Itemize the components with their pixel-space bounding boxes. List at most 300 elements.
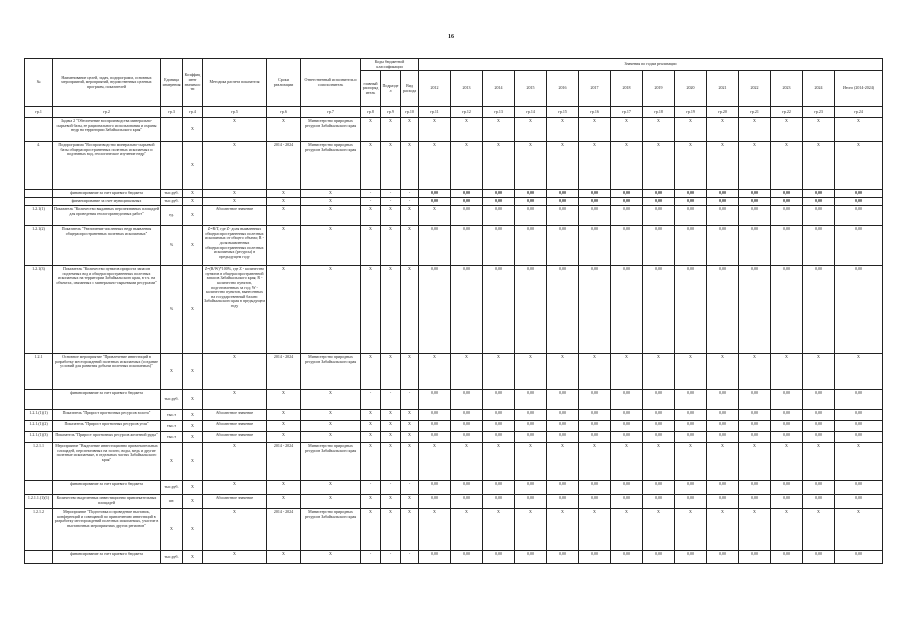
row-code-exp: X bbox=[401, 118, 419, 142]
row-num: 1.2.1(3) bbox=[25, 266, 53, 354]
column-number: гр.5 bbox=[203, 107, 267, 118]
row-year-value: X bbox=[451, 509, 483, 551]
table-header bbox=[25, 59, 883, 118]
row-year-value: X bbox=[771, 142, 803, 190]
row-executor: Министерство природных ресурсов Забайкальского края bbox=[301, 142, 361, 190]
row-year-value: 0,00 bbox=[707, 551, 739, 564]
table-row bbox=[25, 443, 883, 481]
row-year-value: 0,00 bbox=[643, 390, 675, 410]
row-executor: X bbox=[301, 206, 361, 226]
row-executor: X bbox=[301, 421, 361, 432]
row-year-value: 0,00 bbox=[675, 421, 707, 432]
column-number: гр.22 bbox=[771, 107, 803, 118]
row-code-exp: X bbox=[401, 432, 419, 443]
column-number: гр.18 bbox=[643, 107, 675, 118]
row-code-section: X bbox=[381, 410, 401, 421]
row-year-value: X bbox=[579, 142, 611, 190]
row-year-value: X bbox=[515, 509, 547, 551]
row-year-value: 0,00 bbox=[419, 266, 451, 354]
row-year-value: X bbox=[739, 142, 771, 190]
row-method: X bbox=[203, 198, 267, 206]
row-total: 0,00 bbox=[835, 495, 883, 509]
header-coef: Коэффициент значимости bbox=[183, 59, 203, 107]
row-year-value: 0,00 bbox=[803, 206, 835, 226]
row-unit: тыс.руб. bbox=[161, 390, 183, 410]
row-year-value: 0,00 bbox=[707, 481, 739, 495]
row-code-admin: X bbox=[361, 509, 381, 551]
row-coef: X bbox=[183, 198, 203, 206]
row-year-value: 0,00 bbox=[739, 432, 771, 443]
column-number: гр.3 bbox=[161, 107, 183, 118]
column-numbers-row bbox=[25, 107, 883, 118]
row-year-value: 0,00 bbox=[707, 432, 739, 443]
row-year-value: X bbox=[483, 354, 515, 390]
header-num: № bbox=[25, 59, 53, 107]
row-coef: X bbox=[183, 495, 203, 509]
row-year-value: 0,00 bbox=[515, 495, 547, 509]
row-unit: тыс.т bbox=[161, 432, 183, 443]
row-year-value: 0,00 bbox=[739, 266, 771, 354]
header-year: 2023 bbox=[771, 71, 803, 107]
row-total: X bbox=[835, 118, 883, 142]
table-row bbox=[25, 421, 883, 432]
row-year-value: 0,00 bbox=[611, 481, 643, 495]
row-year-value: 0,00 bbox=[643, 226, 675, 266]
row-method: X bbox=[203, 509, 267, 551]
row-coef: X bbox=[183, 354, 203, 390]
column-number: гр.23 bbox=[803, 107, 835, 118]
row-year-value: 0,00 bbox=[547, 198, 579, 206]
row-coef: X bbox=[183, 206, 203, 226]
row-unit: шт. bbox=[161, 495, 183, 509]
row-code-section: - bbox=[381, 481, 401, 495]
row-year-value: 0,00 bbox=[547, 190, 579, 198]
row-period: X bbox=[267, 481, 301, 495]
row-num bbox=[25, 390, 53, 410]
row-year-value: X bbox=[419, 354, 451, 390]
row-year-value: X bbox=[451, 443, 483, 481]
column-number: гр.12 bbox=[451, 107, 483, 118]
row-year-value: X bbox=[547, 443, 579, 481]
row-period: X bbox=[267, 421, 301, 432]
row-num: 1.2.1(1) bbox=[25, 206, 53, 226]
row-year-value: 0,00 bbox=[611, 226, 643, 266]
row-year-value: X bbox=[611, 509, 643, 551]
row-coef: X bbox=[183, 432, 203, 443]
header-code-admin: главный распорядитель bbox=[361, 71, 381, 107]
column-number: гр.21 bbox=[739, 107, 771, 118]
column-number: гр.2 bbox=[53, 107, 161, 118]
row-year-value: 0,00 bbox=[419, 226, 451, 266]
row-year-value: 0,00 bbox=[739, 390, 771, 410]
row-year-value: X bbox=[515, 354, 547, 390]
table-row bbox=[25, 390, 883, 410]
row-method: X bbox=[203, 551, 267, 564]
row-code-section: X bbox=[381, 432, 401, 443]
row-executor: Министерство природных ресурсов Забайкальского края bbox=[301, 354, 361, 390]
row-year-value: 0,00 bbox=[547, 432, 579, 443]
row-year-value: 0,00 bbox=[611, 410, 643, 421]
row-year-value: 0,00 bbox=[611, 390, 643, 410]
row-year-value: 0,00 bbox=[803, 266, 835, 354]
row-method: X bbox=[203, 390, 267, 410]
row-year-value: 0,00 bbox=[643, 410, 675, 421]
row-year-value: 0,00 bbox=[643, 432, 675, 443]
row-code-exp: X bbox=[401, 142, 419, 190]
row-year-value: 0,00 bbox=[515, 226, 547, 266]
row-period: X bbox=[267, 118, 301, 142]
row-year-value: 0,00 bbox=[451, 266, 483, 354]
row-code-exp: X bbox=[401, 495, 419, 509]
row-year-value: 0,00 bbox=[515, 551, 547, 564]
table-row bbox=[25, 142, 883, 190]
header-year: 2012 bbox=[419, 71, 451, 107]
row-num: 4. bbox=[25, 142, 53, 190]
row-year-value: X bbox=[579, 443, 611, 481]
row-year-value: 0,00 bbox=[707, 206, 739, 226]
row-year-value: 0,00 bbox=[707, 421, 739, 432]
row-method: Абсолютное значение bbox=[203, 410, 267, 421]
row-code-section: - bbox=[381, 190, 401, 198]
table-row bbox=[25, 551, 883, 564]
row-coef: X bbox=[183, 509, 203, 551]
row-year-value: 0,00 bbox=[739, 421, 771, 432]
table-row bbox=[25, 198, 883, 206]
header-code-section: Подраздел bbox=[381, 71, 401, 107]
row-year-value: 0,00 bbox=[739, 190, 771, 198]
row-method: X bbox=[203, 443, 267, 481]
row-num: 1.2.1.(1)(2) bbox=[25, 421, 53, 432]
row-year-value: 0,00 bbox=[803, 481, 835, 495]
row-year-value: X bbox=[611, 354, 643, 390]
row-year-value: X bbox=[451, 142, 483, 190]
row-year-value: 0,00 bbox=[771, 390, 803, 410]
row-code-admin: - bbox=[361, 551, 381, 564]
row-year-value: X bbox=[675, 354, 707, 390]
header-year: 2018 bbox=[611, 71, 643, 107]
row-code-exp: - bbox=[401, 198, 419, 206]
row-year-value: 0,00 bbox=[451, 432, 483, 443]
row-year-value: 0,00 bbox=[547, 266, 579, 354]
table-row bbox=[25, 481, 883, 495]
header-year: 2024 bbox=[803, 71, 835, 107]
row-year-value: 0,00 bbox=[739, 410, 771, 421]
row-year-value: 0,00 bbox=[419, 481, 451, 495]
row-year-value: 0,00 bbox=[515, 421, 547, 432]
row-period: 2014 - 2024 bbox=[267, 443, 301, 481]
row-executor: X bbox=[301, 390, 361, 410]
row-code-section: X bbox=[381, 118, 401, 142]
header-year: 2022 bbox=[739, 71, 771, 107]
row-year-value: 0,00 bbox=[675, 190, 707, 198]
row-period: 2014 - 2024 bbox=[267, 509, 301, 551]
table-row bbox=[25, 495, 883, 509]
column-number: гр.13 bbox=[483, 107, 515, 118]
table-row bbox=[25, 190, 883, 198]
row-year-value: 0,00 bbox=[803, 190, 835, 198]
row-executor: X bbox=[301, 198, 361, 206]
row-name: Показатель "Увеличение численных недр выявления общераспространенных полезных ископаемых" bbox=[53, 226, 161, 266]
row-year-value: 0,00 bbox=[611, 198, 643, 206]
row-year-value: 0,00 bbox=[419, 432, 451, 443]
header-method: Методика расчета показателя bbox=[203, 59, 267, 107]
row-year-value: 0,00 bbox=[771, 226, 803, 266]
header-year: 2016 bbox=[547, 71, 579, 107]
row-period: X bbox=[267, 432, 301, 443]
row-total: 0,00 bbox=[835, 432, 883, 443]
row-year-value: 0,00 bbox=[515, 432, 547, 443]
page-number: 16 bbox=[448, 34, 454, 40]
row-coef: X bbox=[183, 390, 203, 410]
row-year-value: X bbox=[579, 118, 611, 142]
row-year-value: 0,00 bbox=[803, 410, 835, 421]
row-year-value: 0,00 bbox=[643, 190, 675, 198]
row-name: Количество выделенных инвестиционно привлекательных площадей bbox=[53, 495, 161, 509]
row-year-value: 0,00 bbox=[483, 190, 515, 198]
row-year-value: X bbox=[547, 118, 579, 142]
row-year-value: X bbox=[483, 443, 515, 481]
row-name: Основное мероприятие "Привлечение инвестиций в разработку месторождений полезных ископаемых (создание условий для развития добычи полезных ископаемых)" bbox=[53, 354, 161, 390]
row-year-value: 0,00 bbox=[451, 410, 483, 421]
table-row bbox=[25, 509, 883, 551]
row-total: X bbox=[835, 354, 883, 390]
row-year-value: 0,00 bbox=[643, 198, 675, 206]
row-year-value: 0,00 bbox=[579, 410, 611, 421]
row-year-value: 0,00 bbox=[675, 226, 707, 266]
row-executor: X bbox=[301, 481, 361, 495]
row-unit: тыс.руб. bbox=[161, 551, 183, 564]
row-year-value: 0,00 bbox=[803, 390, 835, 410]
row-code-exp: X bbox=[401, 226, 419, 266]
row-unit: X bbox=[161, 509, 183, 551]
row-year-value: X bbox=[451, 354, 483, 390]
header-code-exp: Вид расхода bbox=[401, 71, 419, 107]
row-name: Подпрограмма "Воспроизводство минерально-сырьевой базы общераспространенных полезных ископаемых и подземных вод, геологическое изучение недр" bbox=[53, 142, 161, 190]
header-year: 2015 bbox=[515, 71, 547, 107]
row-num: 1.2.1.(1)(3) bbox=[25, 432, 53, 443]
row-code-section: X bbox=[381, 495, 401, 509]
row-num: 1.2.1.1 bbox=[25, 443, 53, 481]
row-year-value: 0,00 bbox=[803, 421, 835, 432]
row-year-value: X bbox=[675, 509, 707, 551]
row-year-value: 0,00 bbox=[419, 410, 451, 421]
row-year-value: 0,00 bbox=[547, 410, 579, 421]
row-year-value: 0,00 bbox=[771, 551, 803, 564]
row-year-value: 0,00 bbox=[739, 198, 771, 206]
header-period: Сроки реализации bbox=[267, 59, 301, 107]
row-code-section: - bbox=[381, 390, 401, 410]
row-method: X bbox=[203, 190, 267, 198]
row-num: 1.2.1.2 bbox=[25, 509, 53, 551]
row-period: X bbox=[267, 551, 301, 564]
row-year-value: 0,00 bbox=[707, 198, 739, 206]
row-year-value: X bbox=[547, 354, 579, 390]
row-year-value: X bbox=[419, 443, 451, 481]
row-unit: % bbox=[161, 226, 183, 266]
column-number: гр.14 bbox=[515, 107, 547, 118]
header-unit: Единица измерения bbox=[161, 59, 183, 107]
row-coef: X bbox=[183, 190, 203, 198]
row-year-value: 0,00 bbox=[707, 410, 739, 421]
row-year-value: 0,00 bbox=[611, 551, 643, 564]
row-code-admin: X bbox=[361, 432, 381, 443]
row-year-value: X bbox=[643, 142, 675, 190]
row-year-value: 0,00 bbox=[707, 226, 739, 266]
row-year-value: 0,00 bbox=[451, 551, 483, 564]
row-num bbox=[25, 118, 53, 142]
row-year-value: X bbox=[419, 509, 451, 551]
row-year-value: 0,00 bbox=[707, 190, 739, 198]
row-year-value: 0,00 bbox=[547, 421, 579, 432]
row-year-value: 0,00 bbox=[515, 410, 547, 421]
row-year-value: 0,00 bbox=[771, 198, 803, 206]
row-unit: X bbox=[161, 354, 183, 390]
row-total: 0,00 bbox=[835, 206, 883, 226]
row-method: Z=(R/W)*100%, где Z - количество пунктов в общераспространенной запасов Забайкальского края; R - количество пунктов, подготовленных за год; W - количество пунктов, вынесенных на государственный баланс Забайкальского края в предыдущем году bbox=[203, 266, 267, 354]
row-year-value: 0,00 bbox=[675, 432, 707, 443]
row-name: финансирование за счет муниципальных bbox=[53, 198, 161, 206]
row-coef: X bbox=[183, 142, 203, 190]
row-year-value: 0,00 bbox=[515, 266, 547, 354]
row-year-value: 0,00 bbox=[611, 190, 643, 198]
row-name: Показатель "Прирост прогнозных ресурсов железной руды" bbox=[53, 432, 161, 443]
row-coef: X bbox=[183, 551, 203, 564]
row-executor: X bbox=[301, 266, 361, 354]
row-year-value: 0,00 bbox=[675, 206, 707, 226]
row-year-value: X bbox=[707, 443, 739, 481]
row-year-value: X bbox=[675, 142, 707, 190]
row-year-value: 0,00 bbox=[643, 266, 675, 354]
row-year-value: 0,00 bbox=[675, 551, 707, 564]
row-num bbox=[25, 481, 53, 495]
column-number: гр.16 bbox=[579, 107, 611, 118]
row-coef: X bbox=[183, 421, 203, 432]
row-total: 0,00 bbox=[835, 190, 883, 198]
table-row bbox=[25, 206, 883, 226]
row-year-value: X bbox=[419, 118, 451, 142]
row-executor: X bbox=[301, 410, 361, 421]
row-year-value: X bbox=[675, 118, 707, 142]
row-code-exp: X bbox=[401, 421, 419, 432]
row-year-value: 0,00 bbox=[739, 206, 771, 226]
row-executor: X bbox=[301, 551, 361, 564]
row-code-section: X bbox=[381, 509, 401, 551]
row-code-admin: - bbox=[361, 390, 381, 410]
row-name: финансирование за счет краевого бюджета bbox=[53, 390, 161, 410]
row-year-value: 0,00 bbox=[483, 226, 515, 266]
row-period: 2014 - 2024 bbox=[267, 354, 301, 390]
row-code-section: - bbox=[381, 551, 401, 564]
row-method: Абсолютное значение bbox=[203, 206, 267, 226]
row-coef: X bbox=[183, 266, 203, 354]
row-total: 0,00 bbox=[835, 421, 883, 432]
row-unit: X bbox=[161, 443, 183, 481]
row-year-value: 0,00 bbox=[451, 421, 483, 432]
row-num bbox=[25, 190, 53, 198]
row-num bbox=[25, 551, 53, 564]
row-year-value: 0,00 bbox=[451, 198, 483, 206]
row-code-exp: - bbox=[401, 481, 419, 495]
row-year-value: X bbox=[803, 509, 835, 551]
row-code-admin: - bbox=[361, 190, 381, 198]
row-year-value: X bbox=[803, 142, 835, 190]
row-method: X bbox=[203, 142, 267, 190]
row-year-value: 0,00 bbox=[547, 551, 579, 564]
row-num: 1.2.1(2) bbox=[25, 226, 53, 266]
row-code-admin: - bbox=[361, 198, 381, 206]
row-year-value: X bbox=[803, 354, 835, 390]
row-year-value: 0,00 bbox=[611, 421, 643, 432]
row-coef: X bbox=[183, 481, 203, 495]
row-year-value: 0,00 bbox=[483, 266, 515, 354]
column-number: гр.10 bbox=[401, 107, 419, 118]
row-year-value: 0,00 bbox=[483, 390, 515, 410]
row-name: Показатель "Прирост прогнозных ресурсов угля" bbox=[53, 421, 161, 432]
row-total: 0,00 bbox=[835, 266, 883, 354]
row-period: X bbox=[267, 410, 301, 421]
column-number: гр.4 bbox=[183, 107, 203, 118]
row-year-value: 0,00 bbox=[419, 198, 451, 206]
row-code-section: X bbox=[381, 226, 401, 266]
row-code-admin: X bbox=[361, 410, 381, 421]
row-unit: % bbox=[161, 266, 183, 354]
row-year-value: X bbox=[579, 354, 611, 390]
row-year-value: X bbox=[707, 509, 739, 551]
row-period: X bbox=[267, 198, 301, 206]
header-year: 2019 bbox=[643, 71, 675, 107]
row-year-value: 0,00 bbox=[771, 206, 803, 226]
column-number: гр.11 bbox=[419, 107, 451, 118]
row-year-value: 0,00 bbox=[675, 266, 707, 354]
row-year-value: 0,00 bbox=[579, 198, 611, 206]
row-period: X bbox=[267, 226, 301, 266]
row-year-value: 0,00 bbox=[419, 551, 451, 564]
row-year-value: X bbox=[771, 118, 803, 142]
row-method: Абсолютное значение bbox=[203, 432, 267, 443]
column-number: гр.9 bbox=[381, 107, 401, 118]
column-number: гр.7 bbox=[301, 107, 361, 118]
row-period: X bbox=[267, 390, 301, 410]
row-method: X bbox=[203, 118, 267, 142]
row-year-value: 0,00 bbox=[547, 390, 579, 410]
row-year-value: 0,00 bbox=[707, 390, 739, 410]
row-year-value: 0,00 bbox=[579, 266, 611, 354]
row-year-value: X bbox=[739, 509, 771, 551]
row-code-exp: X bbox=[401, 443, 419, 481]
row-name: Показатель "Количество пунктов прироста запасов подземных вод и общераспространенных полезных ископаемых на территории Забайкальского края, в т.ч. на объектах, связанных с минерально-сырьевыми ресурсами" bbox=[53, 266, 161, 354]
row-total: 0,00 bbox=[835, 551, 883, 564]
row-year-value: 0,00 bbox=[579, 551, 611, 564]
row-executor: X bbox=[301, 226, 361, 266]
row-total: 0,00 bbox=[835, 390, 883, 410]
column-number: гр.1 bbox=[25, 107, 53, 118]
row-executor: Министерство природных ресурсов Забайкальского края bbox=[301, 118, 361, 142]
row-year-value: 0,00 bbox=[643, 551, 675, 564]
row-total: X bbox=[835, 509, 883, 551]
row-code-section: X bbox=[381, 354, 401, 390]
row-year-value: 0,00 bbox=[579, 481, 611, 495]
row-unit: тыс.т bbox=[161, 410, 183, 421]
row-name: финансирование за счет краевого бюджета bbox=[53, 481, 161, 495]
row-year-value: 0,00 bbox=[803, 432, 835, 443]
row-executor: Министерство природных ресурсов Забайкальского края bbox=[301, 509, 361, 551]
row-year-value: 0,00 bbox=[675, 481, 707, 495]
row-year-value: X bbox=[739, 354, 771, 390]
row-name: финансирование за счет краевого бюджета bbox=[53, 190, 161, 198]
row-code-admin: X bbox=[361, 495, 381, 509]
row-year-value: 0,00 bbox=[771, 495, 803, 509]
row-code-admin: X bbox=[361, 206, 381, 226]
